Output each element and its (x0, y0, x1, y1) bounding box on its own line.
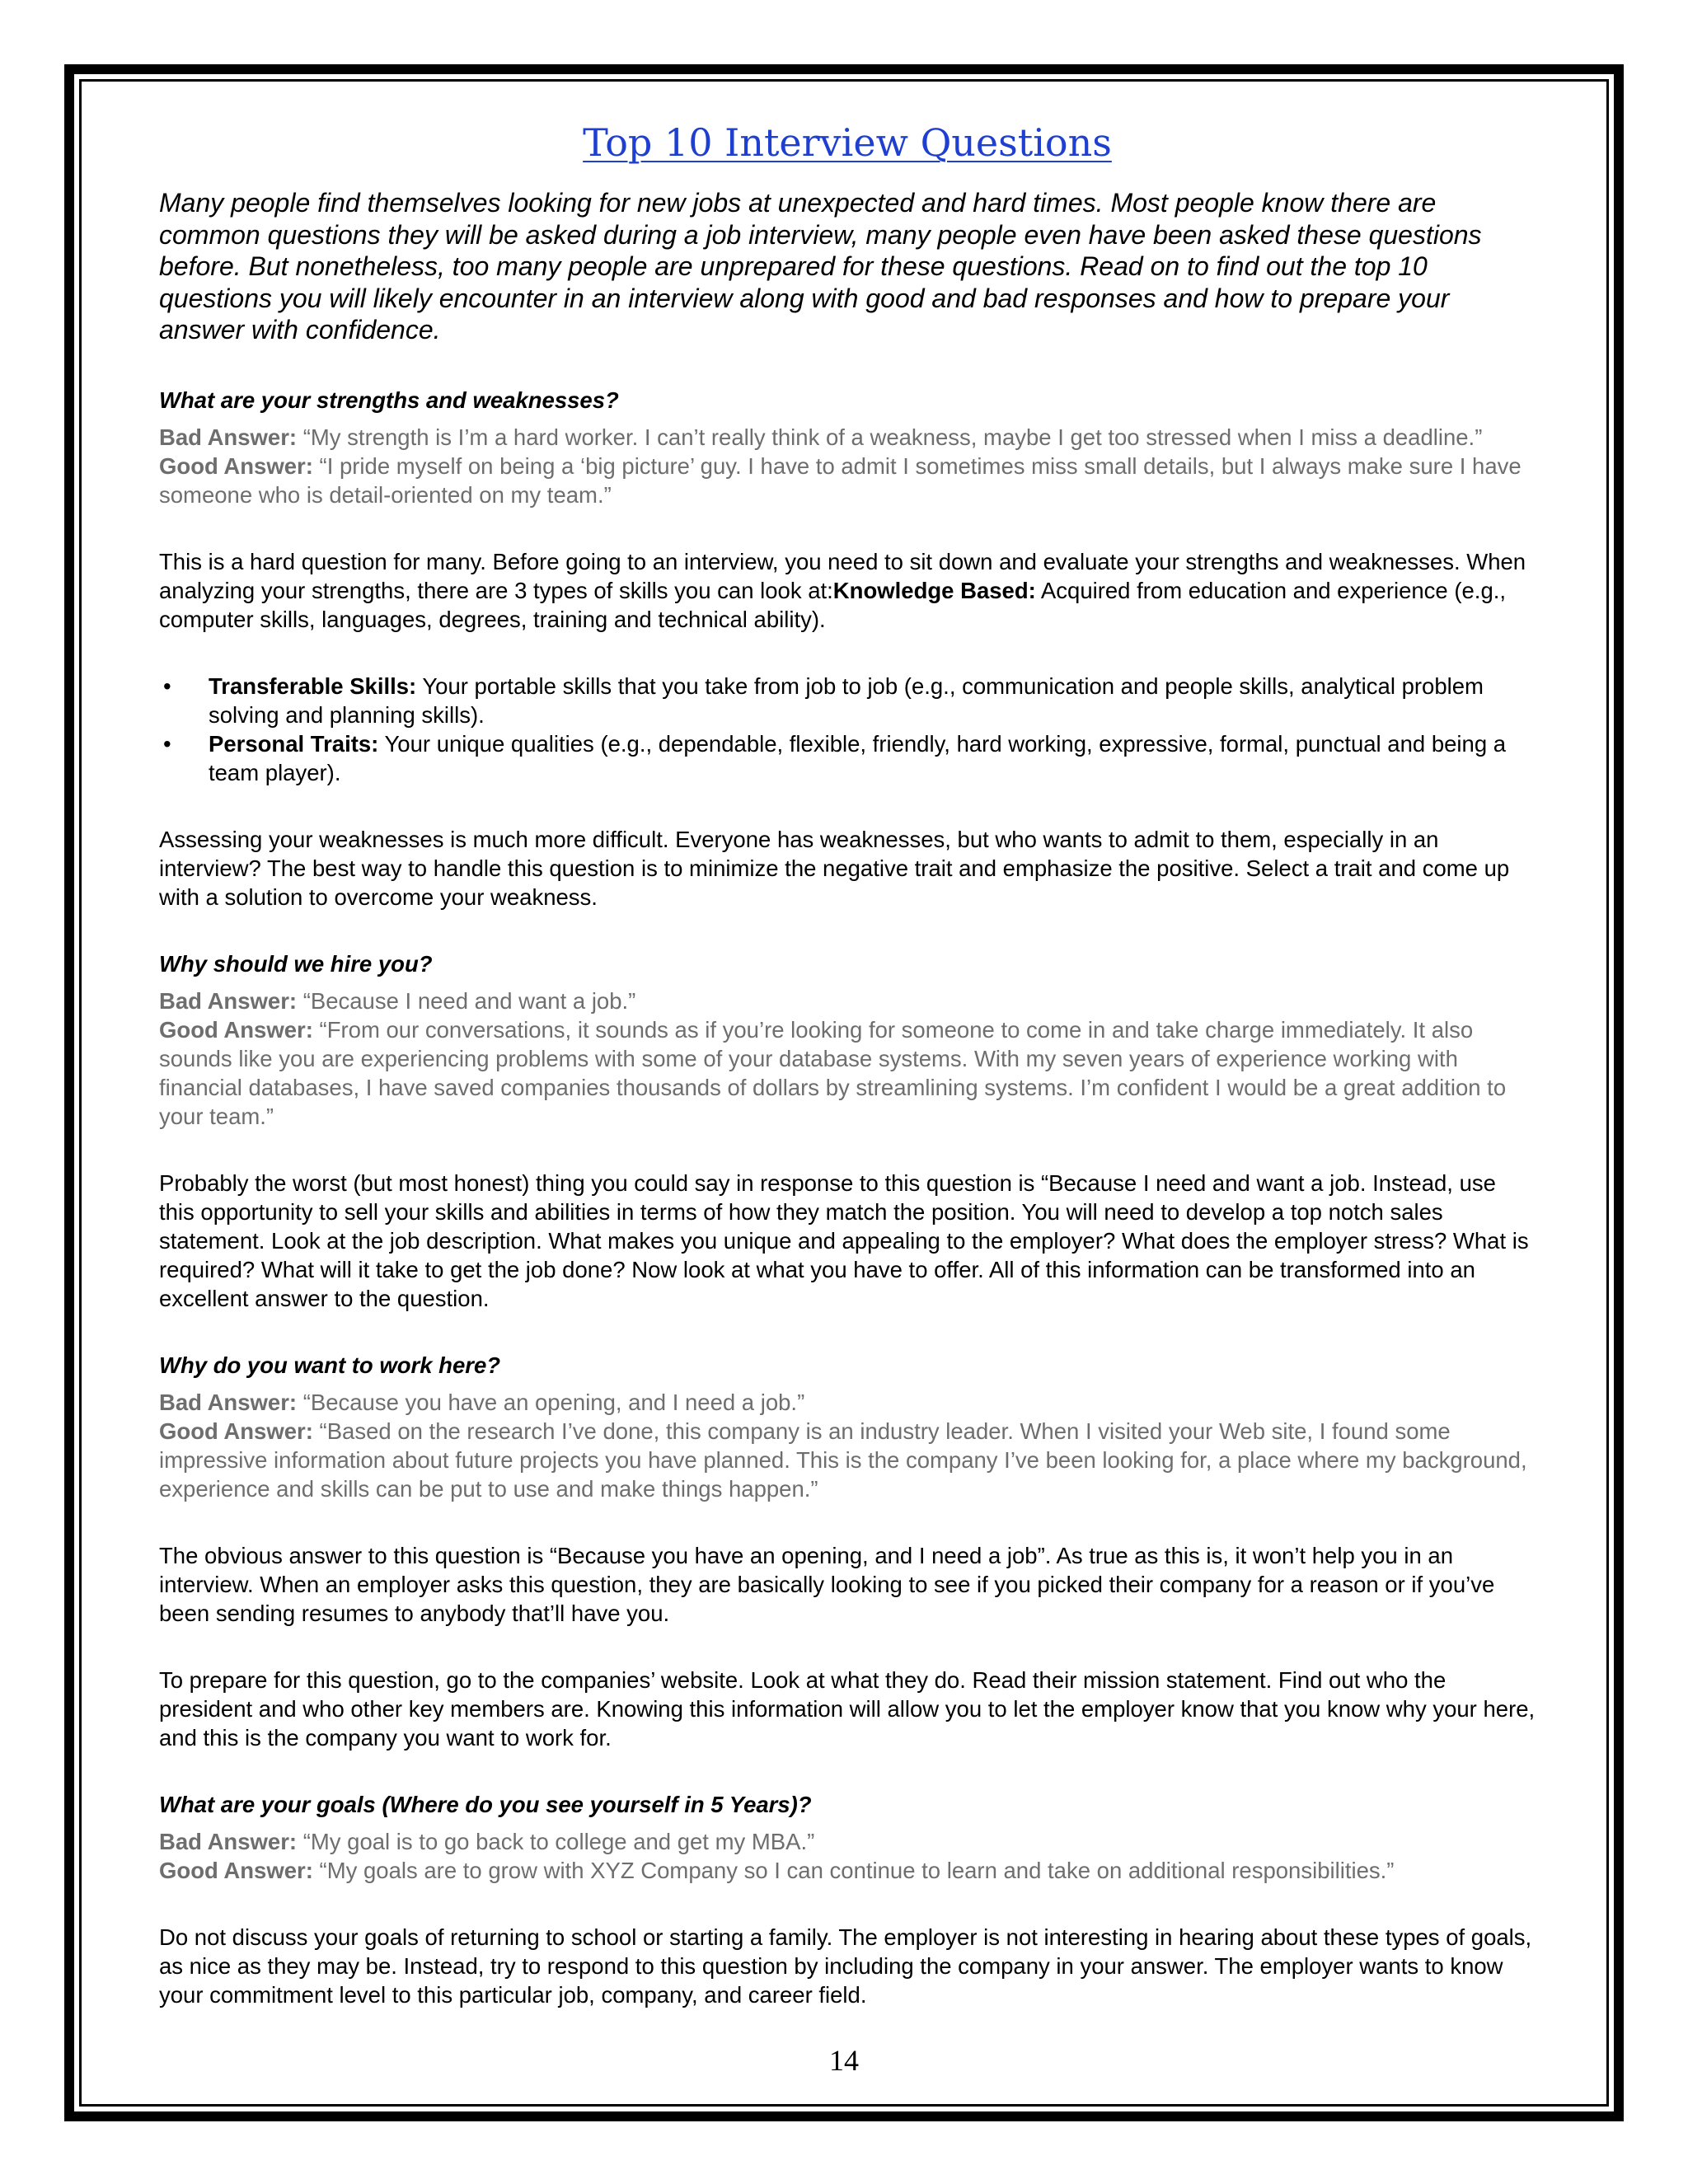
good-answer-label: Good Answer: (159, 1857, 313, 1883)
body-paragraph (159, 547, 1536, 634)
bad-answer (159, 1388, 1536, 1417)
good-answer-text: “My goals are to grow with XYZ Company so I can continue to learn and take on additional responsibilities.” (312, 1857, 1395, 1883)
list-item-text: Your unique qualities (e.g., dependable, flexible, friendly, hard working, expressive, formal, punctual and being a team player). (209, 730, 1507, 785)
body-text: This is a hard question for many. Before going to an interview, you need to sit down and evaluate your strengths and weaknesses. When analyzing your strengths, there are 3 types of skills you can look at: (159, 548, 1526, 603)
good-answer (159, 1015, 1536, 1131)
bad-answer (159, 423, 1536, 452)
bad-answer-text: “Because I need and want a job.” (297, 987, 636, 1014)
bad-answer (159, 987, 1536, 1015)
good-answer (159, 1856, 1536, 1885)
bad-answer (159, 1827, 1536, 1856)
good-answer-label: Good Answer: (159, 1016, 313, 1043)
page-number: 14 (829, 2044, 859, 2077)
intro-paragraph: Many people find themselves looking for new jobs at unexpected and hard times. Most people know there are common questions they will be asked during a job interview, many people even have been asked these questions before. But nonetheless, too many people are unprepared for these questions. Read on to find out the top 10 questions you will likely encounter in an interview along with good and bad responses and how to prepare your answer with confidence. (159, 188, 1482, 344)
question-section (159, 1790, 1536, 2009)
good-answer-text: “I pride myself on being a ‘big picture’ guy. I have to admit I sometimes miss small details, but I always make sure I have someone who is detail-oriented on my team.” (159, 452, 1522, 508)
document-body (159, 107, 1536, 2009)
good-answer-label: Good Answer: (159, 1418, 313, 1444)
body-bold-term: Knowledge Based: (832, 577, 1036, 603)
good-answer-label: Good Answer: (159, 452, 313, 479)
body-paragraph: Probably the worst (but most honest) thing you could say in response to this question is “Because I need and want a job. Instead, use this opportunity to sell your skills and abilities in terms of how they match the position. You will need to develop a top notch sales statement. Look at the job description. What makes you unique and appealing to the employer? What does the employer stress? What is required? What will it take to get the job done? Now look at what you have to offer. All of this information can be transformed into an excellent answer to the question. (159, 1169, 1529, 1311)
bad-answer-text: “My strength is I’m a hard worker. I can’t really think of a weakness, maybe I get too stressed when I miss a deadline.” (297, 424, 1483, 450)
question-section (159, 1351, 1536, 1752)
question-section (159, 386, 1536, 912)
skills-list (159, 672, 1536, 787)
good-answer (159, 452, 1536, 509)
good-answer (159, 1417, 1536, 1503)
question-section (159, 949, 1536, 1313)
bad-answer-label: Bad Answer: (159, 424, 298, 450)
bad-answer-label: Bad Answer: (159, 1389, 298, 1415)
question-heading: Why do you want to work here? (159, 1352, 501, 1378)
good-answer-text: “From our conversations, it sounds as if you’re looking for someone to come in and take charge immediately. It also sounds like you are experiencing problems with some of your database systems. With my seven years of experience working with financial databases, I have saved companies thousands of dollars by streamlining systems. I’m confident I would be a great addition to your team.” (159, 1016, 1507, 1129)
body-paragraph: Do not discuss your goals of returning to school or starting a family. The employer is not interesting in hearing about these types of goals, as nice as they may be. Instead, try to respond to this question by including the company in your answer. The employer wants to know your commitment level to this particular job, company, and career field. (159, 1924, 1532, 2008)
body-paragraph: The obvious answer to this question is “Because you have an opening, and I need a job”. As true as this is, it won’t help you in an interview. When an employer asks this question, they are basically looking to see if you picked their company for a reason or if you’ve been sending resumes to anybody that’ll have you. (159, 1542, 1495, 1626)
bad-answer-label: Bad Answer: (159, 987, 298, 1014)
bad-answer-text: “My goal is to go back to college and get my MBA.” (297, 1828, 815, 1854)
question-heading: What are your strengths and weaknesses? (159, 387, 619, 413)
bullet-icon: • (163, 673, 171, 699)
list-item-term: Transferable Skills: (209, 673, 417, 699)
good-answer-text: “Based on the research I’ve done, this company is an industry leader. When I visited your Web site, I found some impressive information about future projects you have planned. This is the company I’ve been looking for, a place where my background, experience and skills can be put to use and make things happen.” (159, 1418, 1527, 1502)
body-text: Acquired from education and experience (e.g., computer skills, languages, degrees, training and technical ability). (159, 577, 1507, 632)
bad-answer-label: Bad Answer: (159, 1828, 298, 1854)
question-heading: What are your goals (Where do you see yourself in 5 Years)? (159, 1791, 812, 1817)
page-title[interactable]: Top 10 Interview Questions (583, 120, 1112, 165)
list-item (159, 672, 1536, 729)
bullet-icon: • (163, 730, 171, 757)
bad-answer-text: “Because you have an opening, and I need a job.” (297, 1389, 805, 1415)
list-item (159, 729, 1536, 787)
list-item-term: Personal Traits: (209, 730, 379, 757)
body-paragraph: Assessing your weaknesses is much more difficult. Everyone has weaknesses, but who wants to admit to them, especially in an interview? The best way to handle this question is to minimize the negative trait and emphasize the positive. Select a trait and come up with a solution to overcome your weakness. (159, 826, 1510, 910)
body-paragraph: To prepare for this question, go to the companies’ website. Look at what they do. Read their mission statement. Find out who the president and who other key members are. Knowing this information will allow you to let the employer know that you know why your here, and this is the company you want to work for. (159, 1666, 1536, 1750)
question-heading: Why should we hire you? (159, 950, 433, 977)
list-item-text: Your portable skills that you take from job to job (e.g., communication and people skills, analytical problem solving and planning skills). (209, 673, 1484, 728)
